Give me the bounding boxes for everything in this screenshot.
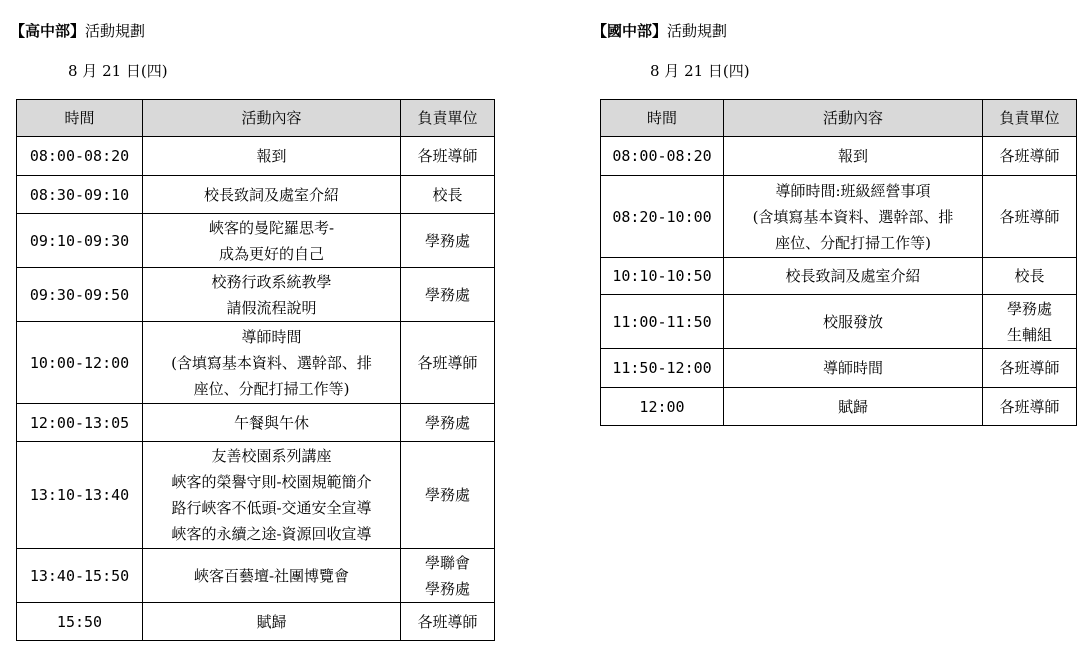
unit-cell: [983, 258, 1077, 295]
activity-line: 賦歸: [256, 612, 287, 631]
unit-line: 各班導師: [999, 397, 1060, 416]
activity-line: (含填寫基本資料、選幹部、排: [752, 207, 954, 226]
unit-cell: [983, 388, 1077, 426]
time-cell: 12:00-13:05: [17, 404, 143, 442]
section-heading: [10, 20, 145, 41]
activity-cell: [143, 442, 401, 549]
activity-line: 友善校園系列講座: [211, 447, 332, 465]
unit-cell: [401, 268, 495, 322]
unit-line: 各班導師: [417, 612, 478, 631]
table-row: [17, 176, 495, 214]
activity-cell: [143, 176, 401, 214]
table-row: [17, 137, 495, 176]
department-label: 【高中部】: [10, 22, 86, 40]
activity-cell: [724, 176, 983, 258]
activity-line: 導師時間: [241, 327, 302, 346]
activity-line: 賦歸: [837, 397, 868, 416]
time-cell: 08:00-08:20: [601, 137, 724, 176]
schedule-date: 8 月 21 日(四): [68, 62, 168, 80]
activity-line: 報到: [837, 147, 868, 165]
header-time: 時間: [17, 100, 143, 137]
activity-line: 報到: [256, 147, 287, 165]
table-header-row: [601, 100, 1077, 137]
activity-line: 校長致詞及處室介紹: [785, 267, 921, 285]
unit-cell: [401, 603, 495, 641]
table-row: [601, 258, 1077, 295]
unit-cell: [401, 404, 495, 442]
time-cell: 11:00-11:50: [601, 295, 724, 349]
section-heading: [592, 20, 727, 41]
unit-line: 各班導師: [417, 353, 478, 372]
table-row: [17, 214, 495, 268]
time-cell: 08:00-08:20: [17, 137, 143, 176]
unit-cell: [983, 349, 1077, 388]
table-row: [601, 349, 1077, 388]
unit-line: 學務處: [424, 579, 470, 598]
unit-cell: [983, 176, 1077, 258]
header-unit: 負責單位: [983, 100, 1077, 137]
activity-line: 路行峽客不低頭-交通安全宣導: [171, 499, 372, 517]
unit-cell: [401, 214, 495, 268]
time-cell: 13:10-13:40: [17, 442, 143, 549]
activity-line: 峽客百藝壇-社團博覽會: [193, 566, 350, 585]
header-unit: 負責單位: [401, 100, 495, 137]
table-row: [601, 137, 1077, 176]
unit-cell: [401, 176, 495, 214]
time-cell: 13:40-15:50: [17, 549, 143, 603]
unit-line: 學聯會: [424, 553, 470, 572]
activity-cell: [143, 268, 401, 322]
time-cell: 12:00: [601, 388, 724, 426]
table-row: [17, 603, 495, 641]
activity-cell: [724, 258, 983, 295]
activity-cell: [143, 137, 401, 176]
activity-line: 校長致詞及處室介紹: [203, 185, 339, 204]
time-cell: 10:00-12:00: [17, 322, 143, 404]
unit-line: 各班導師: [999, 207, 1060, 226]
activity-line: 座位、分配打掃工作等): [193, 379, 350, 398]
activity-line: 校服發放: [822, 312, 883, 331]
unit-line: 學務處: [424, 285, 470, 304]
table-row: [17, 322, 495, 404]
time-cell: 15:50: [17, 603, 143, 641]
schedule-table: [600, 99, 1077, 426]
table-row: [601, 176, 1077, 258]
unit-cell: [983, 295, 1077, 349]
header-activity: 活動內容: [143, 100, 401, 137]
table-row: [17, 549, 495, 603]
department-label: 【國中部】: [592, 22, 668, 40]
unit-cell: [983, 137, 1077, 176]
activity-line: 校務行政系統教學: [211, 272, 332, 291]
time-cell: 08:30-09:10: [17, 176, 143, 214]
table-row: [601, 388, 1077, 426]
activity-cell: [724, 137, 983, 176]
activity-line: 峽客的曼陀羅思考-: [208, 218, 335, 237]
activity-line: 成為更好的自己: [218, 244, 324, 263]
heading-title: 活動規劃: [667, 22, 728, 40]
unit-cell: [401, 549, 495, 603]
header-time: 時間: [601, 100, 724, 137]
table-row: [17, 268, 495, 322]
time-cell: 10:10-10:50: [601, 258, 724, 295]
heading-title: 活動規劃: [85, 22, 146, 40]
activity-cell: [143, 549, 401, 603]
unit-line: 校長: [1014, 267, 1045, 285]
activity-line: 峽客的永續之途-資源回收宣導: [171, 525, 372, 543]
unit-line: 校長: [432, 185, 463, 204]
header-activity: 活動內容: [724, 100, 983, 137]
time-cell: 09:30-09:50: [17, 268, 143, 322]
schedule-table: [16, 99, 495, 641]
table-header-row: [17, 100, 495, 137]
table-row: [17, 404, 495, 442]
activity-cell: [724, 349, 983, 388]
unit-cell: [401, 322, 495, 404]
activity-line: 導師時間:班級經營事項: [775, 181, 931, 200]
activity-line: 午餐與午休: [233, 413, 309, 432]
unit-line: 學務處: [424, 231, 470, 250]
unit-line: 學務處: [424, 486, 470, 504]
activity-cell: [143, 322, 401, 404]
time-cell: 08:20-10:00: [601, 176, 724, 258]
unit-line: 學務處: [424, 413, 470, 432]
activity-line: 峽客的榮譽守則-校園規範簡介: [171, 473, 372, 491]
unit-line: 學務處: [1006, 299, 1052, 318]
time-cell: 09:10-09:30: [17, 214, 143, 268]
activity-cell: [143, 603, 401, 641]
activity-cell: [143, 404, 401, 442]
activity-line: (含填寫基本資料、選幹部、排: [171, 353, 372, 372]
unit-cell: [401, 442, 495, 549]
activity-cell: [724, 295, 983, 349]
activity-line: 請假流程說明: [226, 298, 317, 317]
table-row: [601, 295, 1077, 349]
activity-cell: [143, 214, 401, 268]
unit-line: 各班導師: [999, 359, 1060, 377]
schedule-date: 8 月 21 日(四): [650, 62, 750, 80]
unit-line: 各班導師: [417, 147, 478, 165]
time-cell: 11:50-12:00: [601, 349, 724, 388]
activity-cell: [724, 388, 983, 426]
activity-line: 座位、分配打掃工作等): [775, 233, 931, 252]
table-row: [17, 442, 495, 549]
unit-line: 生輔組: [1006, 325, 1052, 344]
unit-cell: [401, 137, 495, 176]
activity-line: 導師時間: [822, 359, 883, 377]
unit-line: 各班導師: [999, 147, 1060, 165]
